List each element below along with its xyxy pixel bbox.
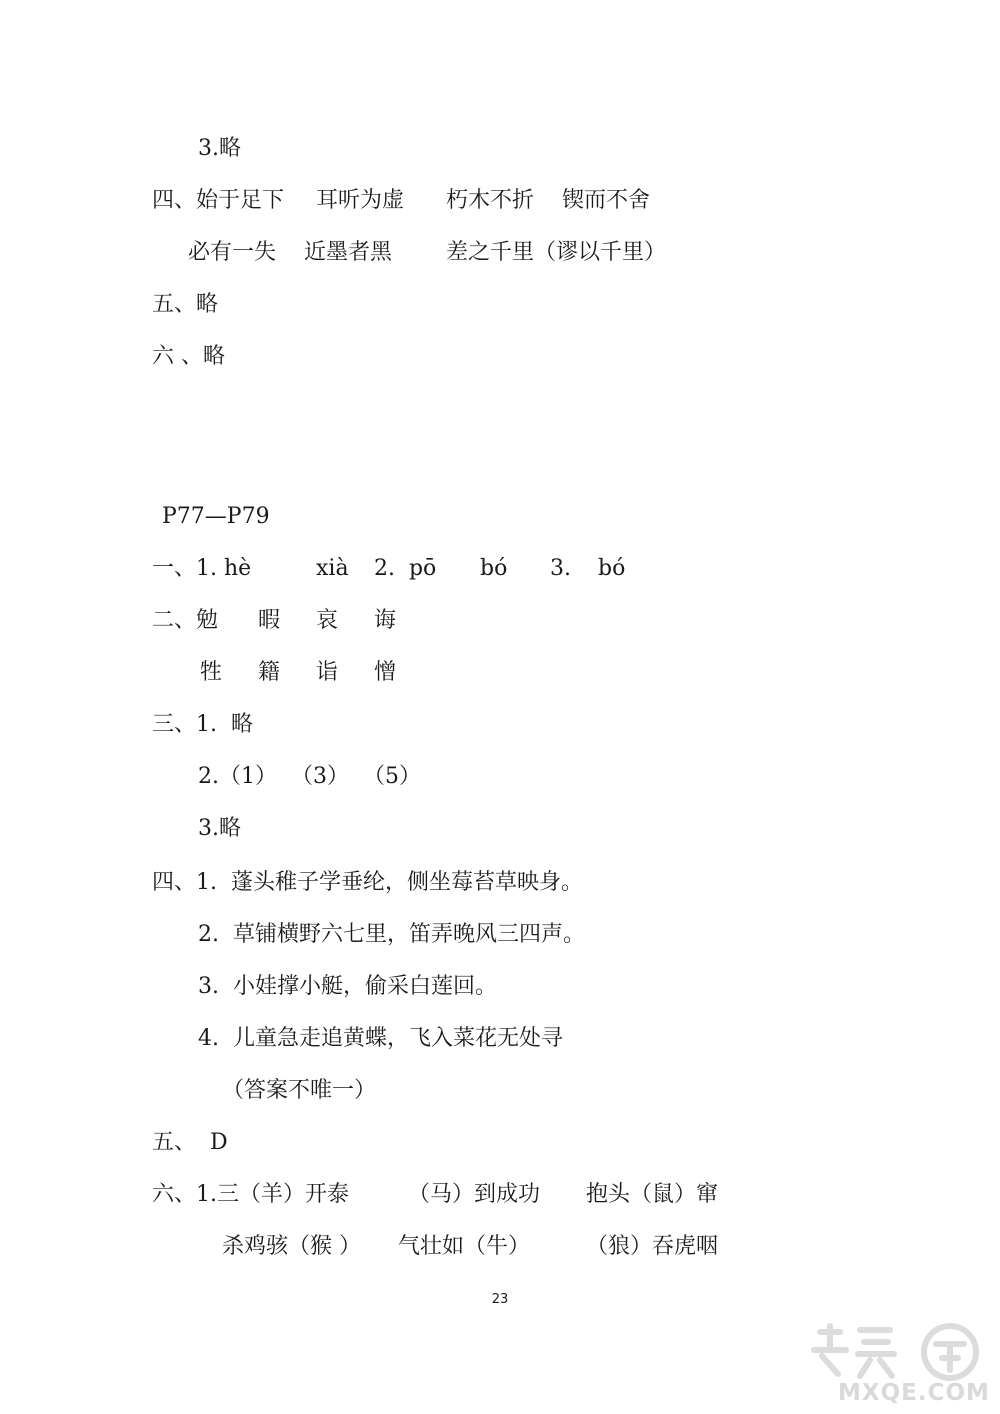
text-segment: 五、 D: [152, 1130, 228, 1155]
text-segment: 朽木不折: [446, 188, 535, 213]
text-segment: xià: [316, 556, 349, 581]
text-segment: 诣: [316, 660, 339, 685]
watermark-text: MXQE.COM: [838, 1380, 990, 1406]
text-segment: 气壮如（牛）: [398, 1234, 531, 1259]
text-segment: 必有一失: [188, 240, 277, 265]
text-segment: 2.（1） （3） （5）: [198, 764, 421, 789]
text-segment: 六 、略: [152, 344, 225, 369]
text-segment: 近墨者黑: [304, 240, 393, 265]
text-segment: 差之千里（谬以千里）: [446, 240, 667, 265]
answer-line: [152, 710, 253, 800]
text-segment: 2. pō: [374, 556, 437, 581]
text-segment: 锲而不舍: [562, 188, 651, 213]
text-segment: 暇: [258, 608, 281, 633]
text-segment: （狼）吞虎咽: [586, 1234, 719, 1259]
text-segment: 抱头（鼠）窜: [586, 1182, 719, 1207]
text-segment: 2. 草铺横野六七里，笛弄晚风三四声。: [198, 922, 585, 947]
text-segment: P77—P79: [162, 504, 270, 529]
text-segment: （答案不唯一）: [222, 1078, 377, 1103]
text-segment: 杀鸡骇（猴 ）: [222, 1234, 361, 1259]
page-number: 23: [491, 1292, 509, 1307]
text-segment: 四、1. 蓬头稚子学垂纶，侧坐莓苔草映身。: [152, 870, 583, 895]
text-segment: 憎: [374, 660, 397, 685]
text-segment: 3.略: [198, 136, 241, 161]
text-segment: 耳听为虚: [316, 188, 405, 213]
text-segment: 六、1.三（羊）开泰: [152, 1182, 349, 1207]
text-segment: 二、勉: [152, 608, 219, 633]
text-segment: 哀: [316, 608, 339, 633]
text-segment: 3.: [550, 556, 571, 581]
text-segment: 四、始于足下: [152, 188, 285, 213]
text-segment: 籍: [258, 660, 281, 685]
answer-line: [152, 342, 225, 432]
text-segment: 五、略: [152, 292, 219, 317]
text-segment: bó: [598, 556, 626, 581]
text-segment: 三、1. 略: [152, 712, 253, 737]
text-segment: （马）到成功: [408, 1182, 541, 1207]
text-segment: 一、1. hè: [152, 556, 252, 581]
text-segment: 3. 小娃撑小艇，偷采白莲回。: [198, 974, 497, 999]
text-segment: 4. 儿童急走追黄蝶，飞入菜花无处寻: [198, 1026, 563, 1051]
text-segment: 诲: [374, 608, 397, 633]
text-segment: 牲: [200, 660, 223, 685]
text-segment: bó: [480, 556, 508, 581]
text-segment: 3.略: [198, 816, 241, 841]
